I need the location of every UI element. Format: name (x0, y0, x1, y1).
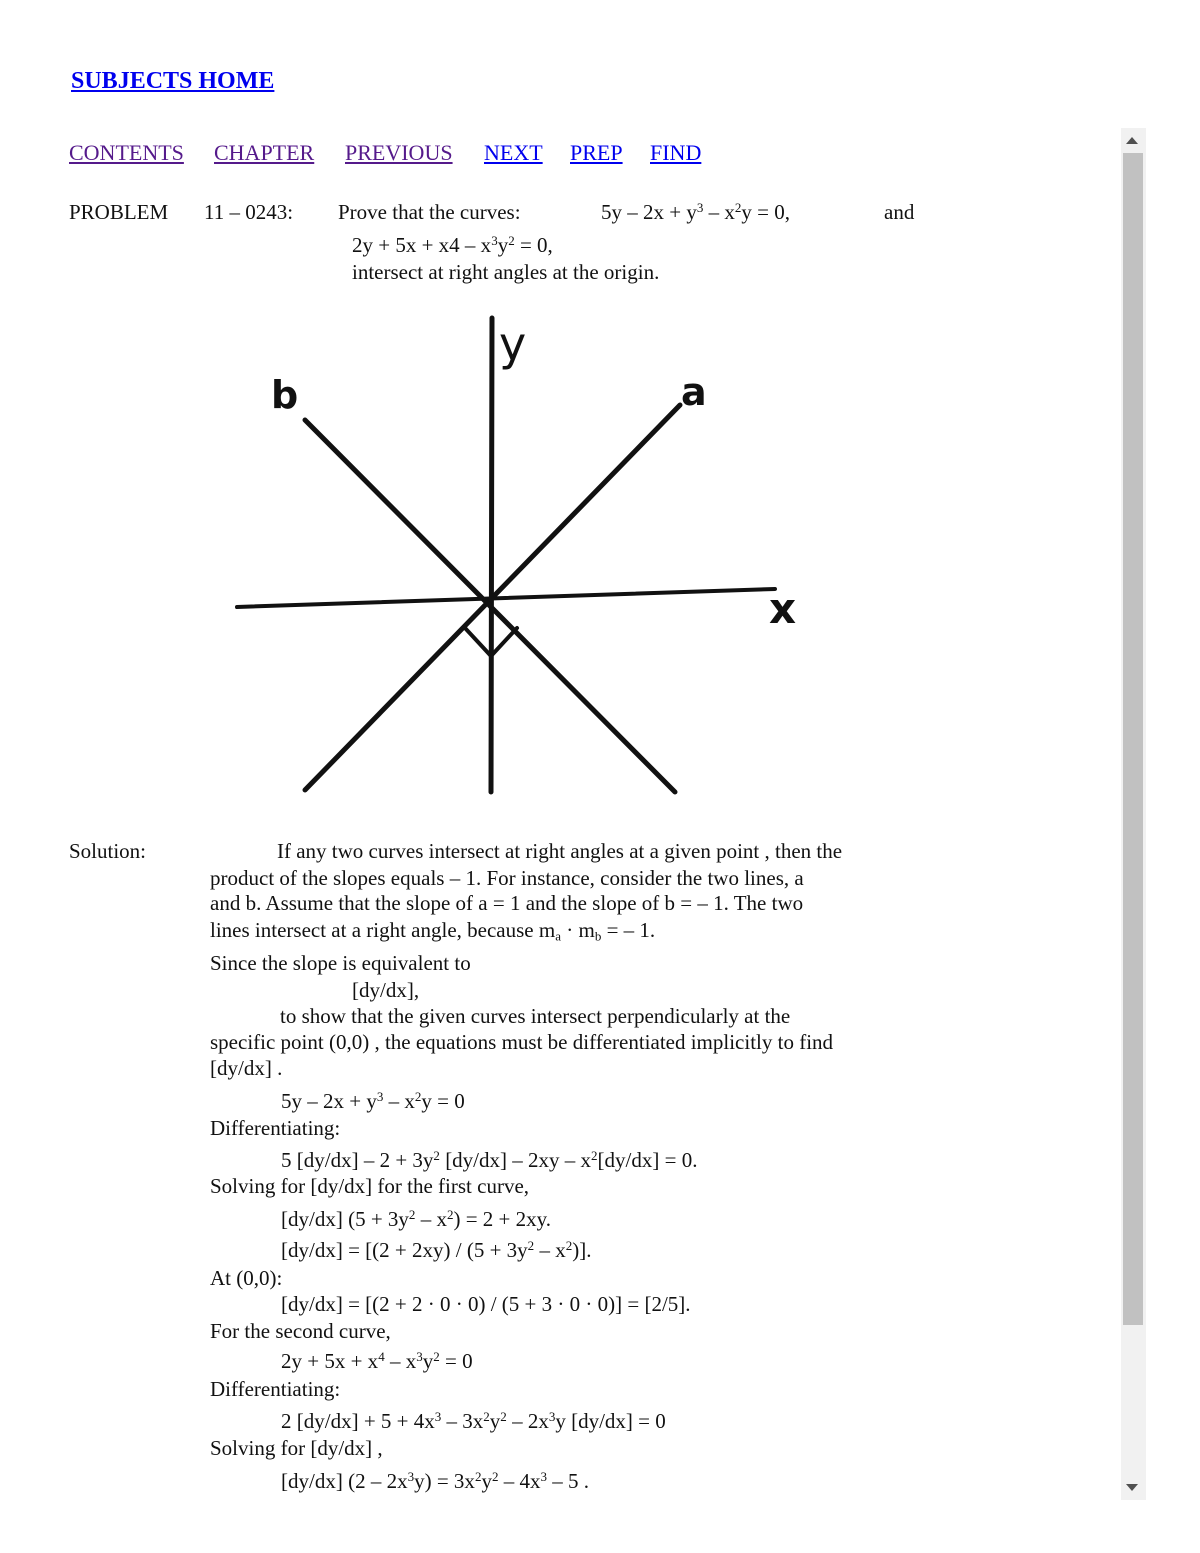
problem-number: 11 – 0243: (204, 200, 294, 224)
problem-statement: Prove that the curves: (338, 200, 521, 224)
equation-curve-2: $2y + 5x + x4 - x^3y^2 = 0$, (352, 232, 553, 257)
equation-a: $5y - 2x + y^3 - x^2y = 0$ (281, 1088, 465, 1113)
equation-e: [dy/dx] = [(2 + 2 · 0 · 0) / (5 + 3 · 0 · 0)] = [2/5]. (281, 1292, 691, 1316)
solution-label: Solution: (69, 839, 147, 863)
scrollbar-thumb[interactable] (1123, 153, 1143, 1325)
differentiating-label-2: Differentiating: (210, 1377, 341, 1401)
at-origin-label: At (0,0): (210, 1266, 283, 1290)
solution-line-4: lines intersect at a right angle, because $m_a \cdot m_b$ = – 1. (210, 918, 656, 944)
nav-chapter-link[interactable]: CHAPTER (214, 140, 315, 165)
nav-previous-link[interactable]: PREVIOUS (345, 140, 453, 165)
perpendicular-lines-figure (225, 310, 815, 800)
solution-line-5: Since the slope is equivalent to (210, 951, 471, 975)
solution-line-6: [dy/dx], (352, 978, 420, 1002)
solution-line-1: If any two curves intersect at right angles at a given point , then the (277, 839, 843, 863)
equation-c: [dy/dx] $(5 + 3y^2 - x^2) = 2 + 2xy$. (281, 1206, 552, 1231)
y-axis-label: y (499, 317, 527, 371)
equation-f: $2y + 5x + x^4 - x^3y^2 = 0$ (281, 1348, 473, 1373)
solving-label-1: Solving for [dy/dx] for the first curve, (210, 1174, 530, 1198)
nav-prep-link[interactable]: PREP (570, 140, 623, 165)
solution-line-9: [dy/dx] . (210, 1056, 283, 1080)
solution-line-8: specific point (0,0) , the equations must be differentiated implicitly to find (210, 1030, 834, 1054)
vertical-scrollbar[interactable] (1121, 128, 1146, 1500)
y-axis-line (491, 318, 492, 792)
x-axis-label: x (769, 584, 797, 633)
problem-label: PROBLEM (69, 200, 169, 224)
solution-line-3: and b. Assume that the slope of a = 1 and the slope of b = – 1. The two (210, 891, 804, 915)
equation-g: 2 $[dy/dx] + 5 + 4x^3 - 3x^2y^2 - 2x^3y$ [dy/dx] = 0 (281, 1408, 666, 1433)
equation-d: $[dy/dx] = [(2 + 2xy) / (5 + 3y^2 - x^2)]$. (281, 1237, 592, 1262)
solution-line-7: to show that the given curves intersect perpendicularly at the (280, 1004, 791, 1028)
scroll-down-arrow-icon[interactable] (1126, 1484, 1138, 1491)
second-curve-label: For the second curve, (210, 1319, 391, 1343)
subjects-home-link[interactable]: SUBJECTS HOME (71, 68, 275, 94)
line-a-label: a (681, 370, 707, 414)
line-b-label: b (271, 373, 299, 417)
equation-curve-1: $5y - 2x + y^3 - x^2y = 0$, (601, 199, 790, 224)
equation-b: 5 $[dy/dx] - 2 + 3y^2$ $[dy/dx] - 2xy - x^2[dy/dx] = 0$. (281, 1147, 698, 1172)
nav-find-link[interactable]: FIND (650, 140, 702, 165)
solution-line-2: product of the slopes equals – 1. For instance, consider the two lines, a (210, 866, 804, 890)
x-axis-line (237, 589, 775, 607)
equation-h: [dy/dx] $(2 - 2x^3y) = 3x^2y^2 - 4x^3 - 5$ . (281, 1468, 589, 1493)
problem-conclusion: intersect at right angles at the origin. (352, 260, 660, 284)
differentiating-label-1: Differentiating: (210, 1116, 341, 1140)
nav-next-link[interactable]: NEXT (484, 140, 543, 165)
and-word: and (884, 200, 915, 224)
nav-contents-link[interactable]: CONTENTS (69, 140, 184, 165)
scroll-up-arrow-icon[interactable] (1126, 137, 1138, 144)
solving-label-2: Solving for [dy/dx] , (210, 1436, 383, 1460)
